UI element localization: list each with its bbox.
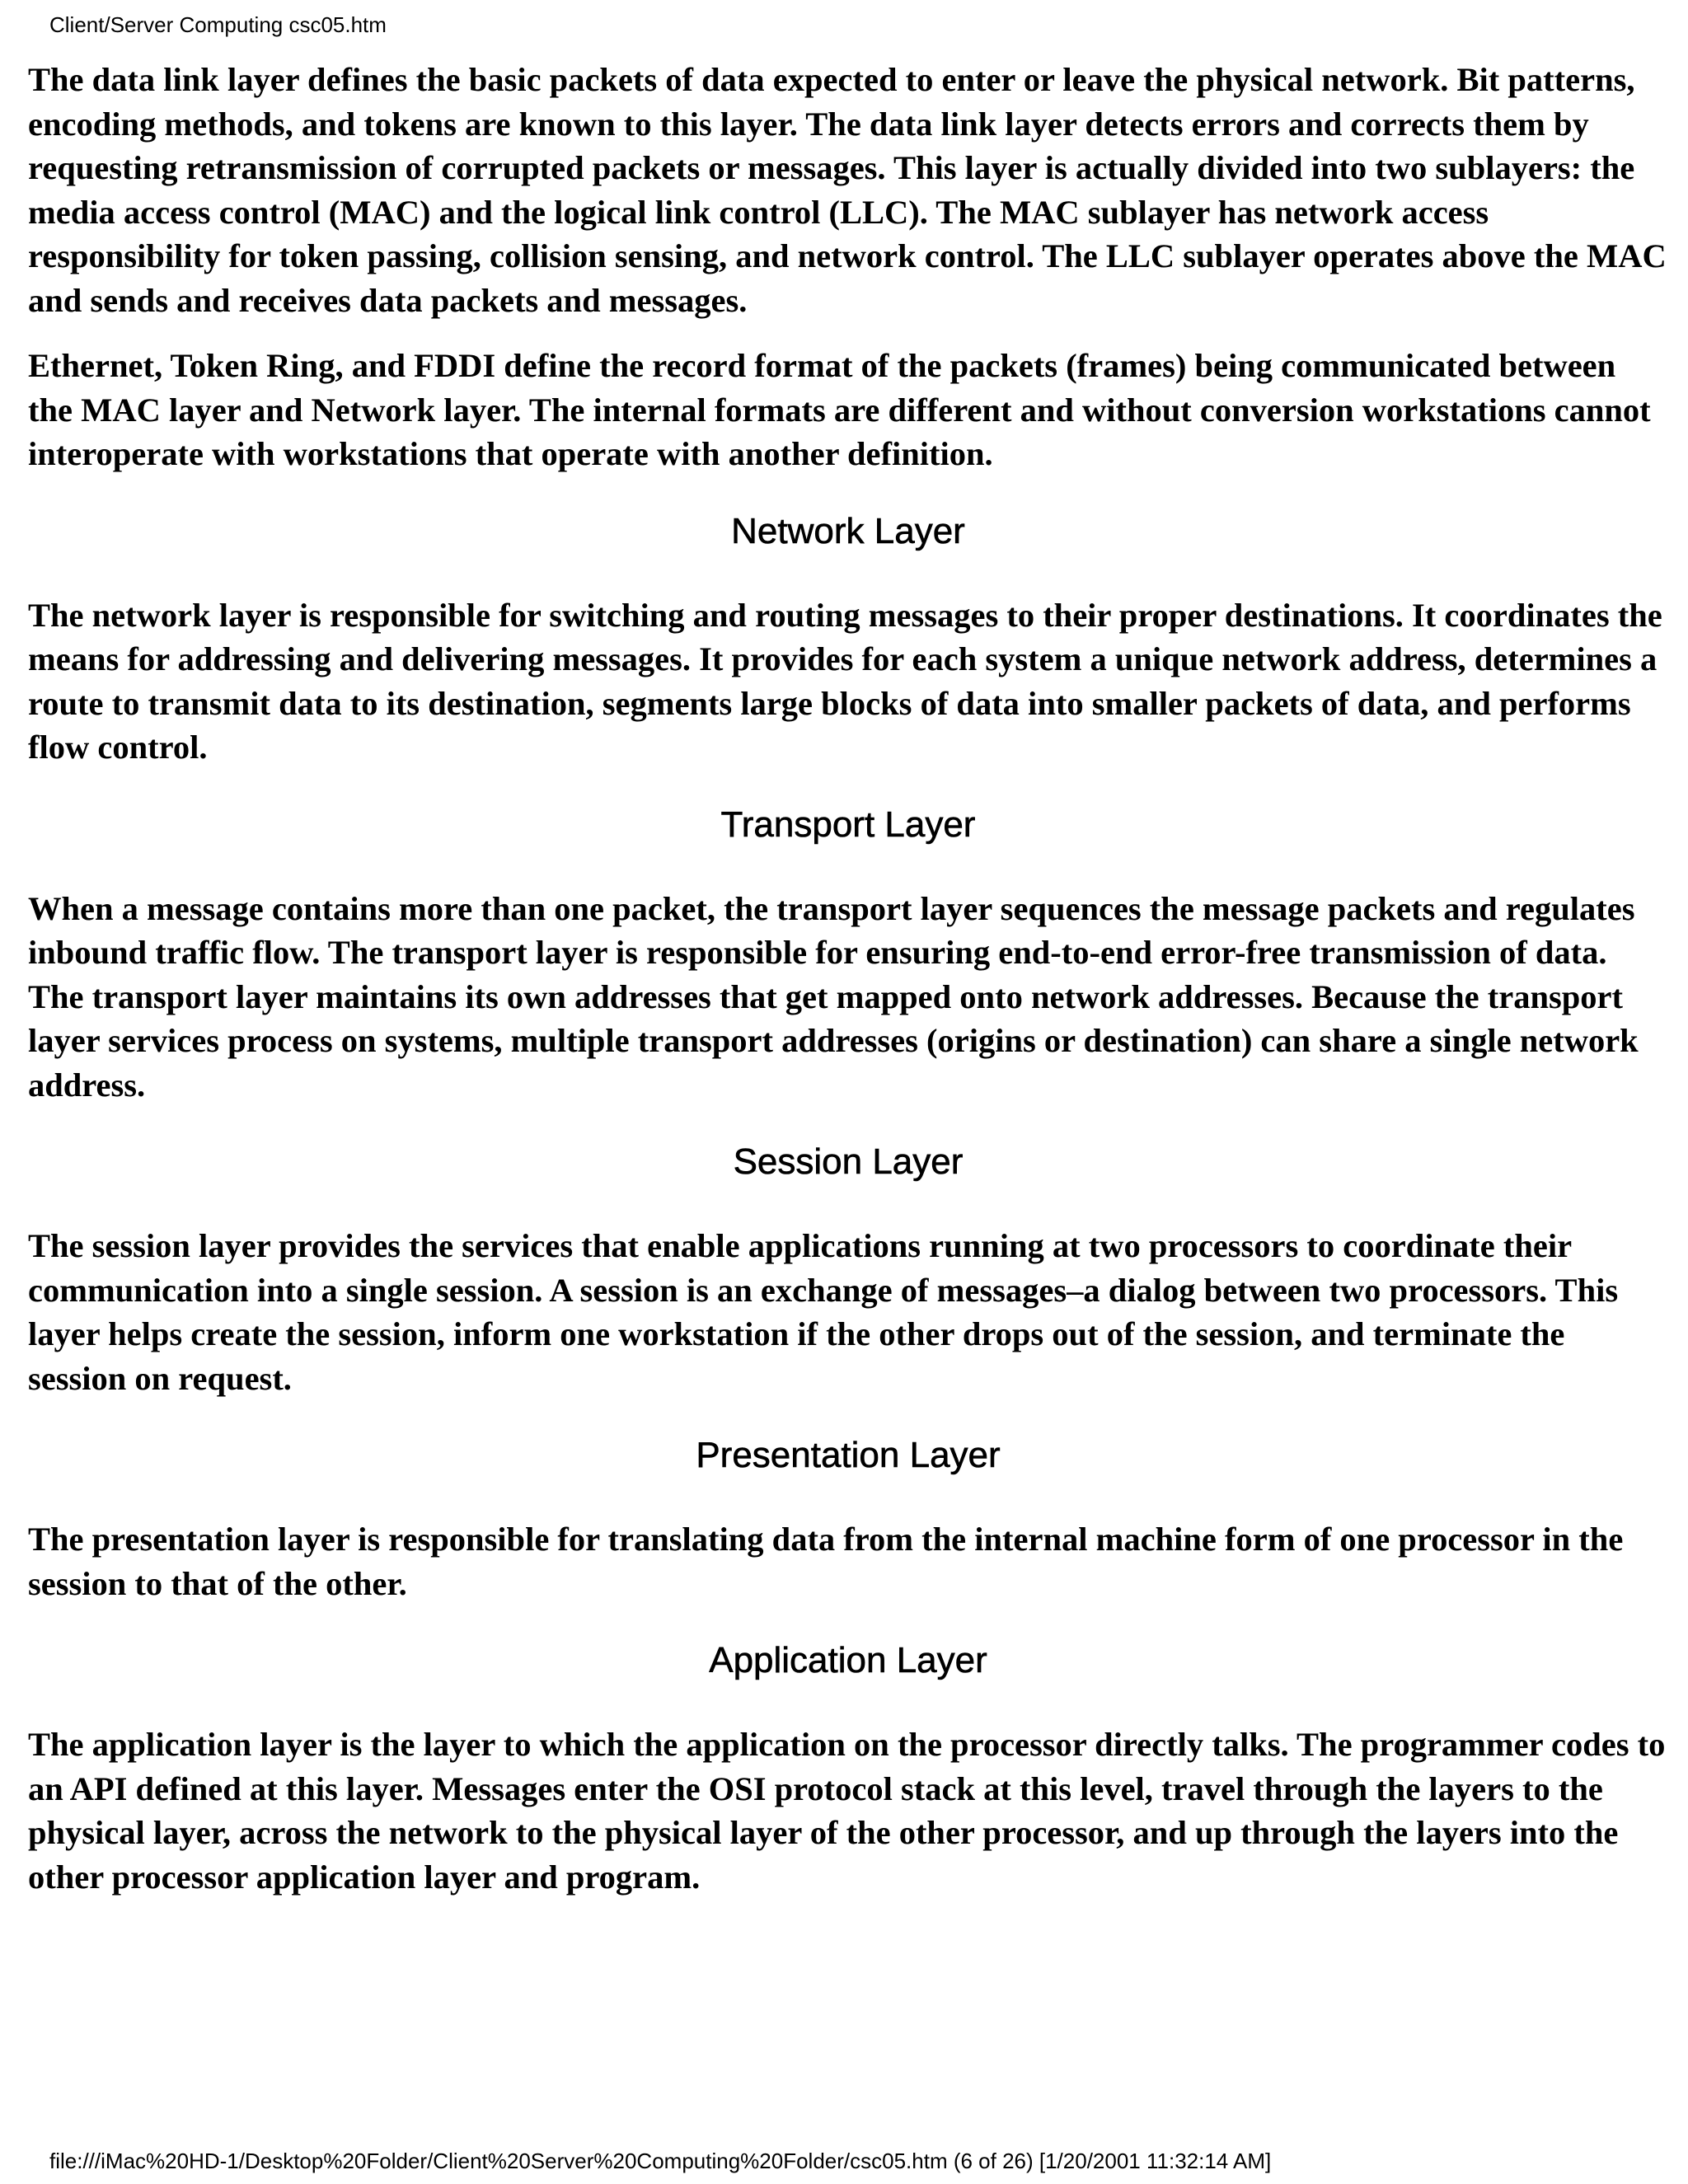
- print-footer-url: file:///iMac%20HD-1/Desktop%20Folder/Client%20Server%20Computing%20Folder/csc05.htm (6 of 26) [1/20/2001 11:32:14 AM]: [49, 2149, 1272, 2173]
- paragraph-transport-layer: When a message contains more than one packet, the transport layer sequences the message packets and regulates inbound traffic flow. The transport layer is responsible for ensuring end-to-end error-free transmission of data. The transport layer maintains its own addresses that get mapped onto network addresses. Because the transport layer services process on systems, multiple transport addresses (origins or destination) can share a single network address.: [28, 889, 1639, 1104]
- paragraph-data-link-layer: The data link layer defines the basic packets of data expected to enter or leave the physical network. Bit patterns, encoding methods, and tokens are known to this layer. The data link layer detects errors and corrects them by requesting retransmission of corrupted packets or messages. This layer is actually divided into two sublayers: the media access control (MAC) and the logical link control (LLC). The MAC sublayer has network access responsibility for token passing, collision sensing, and network control. The LLC sublayer operates above the MAC and sends and receives data packets and messages.: [28, 61, 1667, 319]
- heading-session-layer: Session Layer: [733, 1141, 964, 1182]
- paragraph-application-layer: The application layer is the layer to which the application on the processor directly talks. The programmer codes to an API defined at this layer. Messages enter the OSI protocol stack at this level, travel through the layers to the physical layer, across the network to the physical layer of the other processor, and up through the layers into the other processor application layer and program.: [28, 1726, 1666, 1896]
- paragraph-presentation-layer: The presentation layer is responsible for translating data from the internal machine form of one processor in the session to that of the other.: [28, 1521, 1624, 1602]
- heading-transport-layer: Transport Layer: [720, 804, 976, 845]
- paragraph-session-layer: The session layer provides the services that enable applications running at two processors to coordinate their communication into a single session. A session is an exchange of messages–a dialog between two processors. This layer helps create the session, inform one workstation if the other drops out of the session, and terminate the session on request.: [28, 1227, 1619, 1397]
- paragraph-ethernet-frames: Ethernet, Token Ring, and FDDI define the record format of the packets (frames) being communicated between the MAC layer and Network layer. The internal formats are different and without conversion workstations cannot interoperate with workstations that operate with another definition.: [28, 347, 1651, 472]
- heading-application-layer: Application Layer: [709, 1640, 987, 1680]
- document-body: [28, 58, 1668, 1899]
- paragraph-network-layer: The network layer is responsible for switching and routing messages to their proper destinations. It coordinates the means for addressing and delivering messages. It provides for each system a unique network address, determines a route to transmit data to its destination, segments large blocks of data into smaller packets of data, and performs flow control.: [28, 596, 1662, 766]
- print-header-title: Client/Server Computing csc05.htm: [49, 12, 387, 37]
- heading-presentation-layer: Presentation Layer: [696, 1435, 1001, 1475]
- heading-network-layer: Network Layer: [731, 510, 965, 551]
